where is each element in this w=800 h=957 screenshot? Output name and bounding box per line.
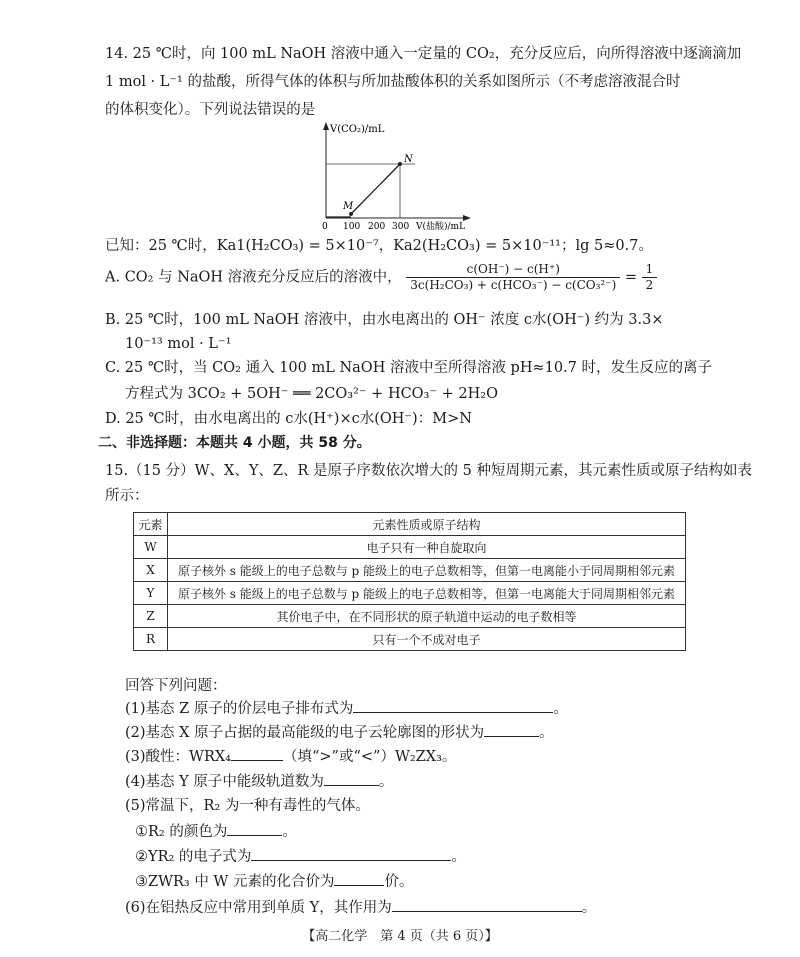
page-footer: 【高二化学 第 4 页（共 6 页）】	[302, 929, 498, 944]
answer-blank-2[interactable]	[484, 722, 539, 737]
point-m	[349, 212, 353, 216]
q14-graph	[300, 118, 490, 233]
table-header-property: 元素性质或原子结构	[168, 513, 686, 536]
table-row: X 原子核外 s 能级上的电子总数与 p 能级上的电子总数相等，但第一电离能小于同周期相邻元素	[134, 559, 686, 582]
q15-prompt: 回答下列问题：	[125, 678, 227, 694]
answer-blank-6[interactable]	[392, 897, 582, 912]
y-axis-label: V(CO₂)/mL	[330, 124, 385, 135]
x-axis-label: V(盐酸)/mL	[416, 222, 466, 232]
q15-sub5b: ②YR₂ 的电子式为 。	[135, 846, 466, 867]
table-row: Z 其价电子中，在不同形状的原子轨道中运动的电子数相等	[134, 605, 686, 628]
answer-blank-5b[interactable]	[251, 846, 451, 861]
y-axis-arrow	[323, 122, 329, 130]
option-a-fraction: $\frac{c(OH^-) - c(H^+)}{\text{3c(H₂CO₃) + c(HCO₃⁻) − c(CO₃²⁻)}}$	[406, 262, 620, 293]
x-axis-arrow	[463, 215, 471, 221]
q14-option-b-line1[interactable]: B. 25 ℃时，100 mL NaOH 溶液中，由水电离出的 OH⁻ 浓度 c水(OH⁻) 约为 3.3×	[105, 312, 664, 328]
q15-sub1: (1)基态 Z 原子的价层电子排布式为 。	[125, 698, 568, 719]
q15-sub5c: ③ZWR₃ 中 W 元素的化合价为 价。	[135, 871, 413, 892]
label-n: N	[404, 154, 413, 165]
q15-line2: 所示：	[105, 488, 149, 504]
x-tick-300: 300	[392, 222, 410, 232]
option-a-result: $\frac{1}{2}$	[642, 262, 658, 293]
point-n	[398, 162, 402, 166]
q14-line3: 的体积变化）。下列说法错误的是	[105, 102, 316, 118]
q14-option-c-line2: 方程式为 3CO₂ + 5OH⁻ ══ 2CO₃²⁻ + HCO₃⁻ + 2H₂O	[125, 386, 498, 402]
answer-blank-5c[interactable]	[334, 871, 384, 886]
q15-sub6: (6)在铝热反应中常用到单质 Y，其作用为 。	[125, 897, 596, 918]
answer-blank-4[interactable]	[324, 771, 379, 786]
q15-line1: 15.（15 分）W、X、Y、Z、R 是原子序数依次增大的 5 种短周期元素，其元素性质或原子结构如表	[105, 463, 752, 479]
table-header-row	[134, 513, 686, 536]
q14-option-d[interactable]: D. 25 ℃时，由水电离出的 c水(H⁺)×c水(OH⁻)：M>N	[105, 411, 472, 427]
answer-blank-5a[interactable]	[227, 821, 282, 836]
x-tick-100: 100	[343, 222, 361, 232]
section-2-heading: 二、非选择题：本题共 4 小题，共 58 分。	[98, 435, 371, 451]
table-row: Y 原子核外 s 能级上的电子总数与 p 能级上的电子总数相等，但第一电离能大于同周期相邻元素	[134, 582, 686, 605]
x-tick-200: 200	[368, 222, 386, 232]
q14-option-a[interactable]: A. CO₂ 与 NaOH 溶液充分反应后的溶液中， $\frac{c(OH^-) - c(H^+)}{\text{3c(H₂CO₃) + c(HCO₃⁻) − c(CO₃²⁻)}}$ = $\frac{1}{2}$	[105, 262, 657, 293]
element-table	[133, 512, 686, 651]
q14-line2: 1 mol · L⁻¹ 的盐酸，所得气体的体积与所加盐酸体积的关系如图所示（不考虑溶液混合时	[105, 74, 681, 90]
data-line	[351, 164, 400, 214]
q14-line1: 14. 25 ℃时，向 100 mL NaOH 溶液中通入一定量的 CO₂，充分反应后，向所得溶液中逐滴滴加	[105, 46, 742, 62]
q15-sub5a: ①R₂ 的颜色为 。	[135, 821, 297, 842]
q14-known: 已知：25 ℃时，Ka1(H₂CO₃) = 5×10⁻⁷，Ka2(H₂CO₃) = 5×10⁻¹¹；lg 5≈0.7。	[105, 238, 653, 254]
q14-option-b-line2: 10⁻¹³ mol · L⁻¹	[125, 336, 232, 352]
origin-label: 0	[322, 222, 328, 232]
q15-sub3: (3)酸性：WRX₄ （填“>”或“<”）W₂ZX₃。	[125, 746, 456, 767]
q14-option-c-line1[interactable]: C. 25 ℃时，当 CO₂ 通入 100 mL NaOH 溶液中至所得溶液 pH≈10.7 时，发生反应的离子	[105, 360, 713, 376]
q15-sub2: (2)基态 X 原子占据的最高能级的电子云轮廓图的形状为 。	[125, 722, 554, 743]
label-m: M	[343, 201, 354, 212]
answer-blank-1[interactable]	[353, 698, 553, 713]
table-row: R 只有一个不成对电子	[134, 628, 686, 651]
answer-blank-3[interactable]	[231, 746, 283, 761]
table-row: W 电子只有一种自旋取向	[134, 536, 686, 559]
option-a-prefix: A. CO₂ 与 NaOH 溶液充分反应后的溶液中，	[105, 269, 402, 286]
table-header-element: 元素	[134, 513, 168, 536]
q15-sub4: (4)基态 Y 原子中能级轨道数为 。	[125, 771, 393, 792]
q15-sub5: (5)常温下，R₂ 为一种有毒性的气体。	[125, 798, 370, 814]
